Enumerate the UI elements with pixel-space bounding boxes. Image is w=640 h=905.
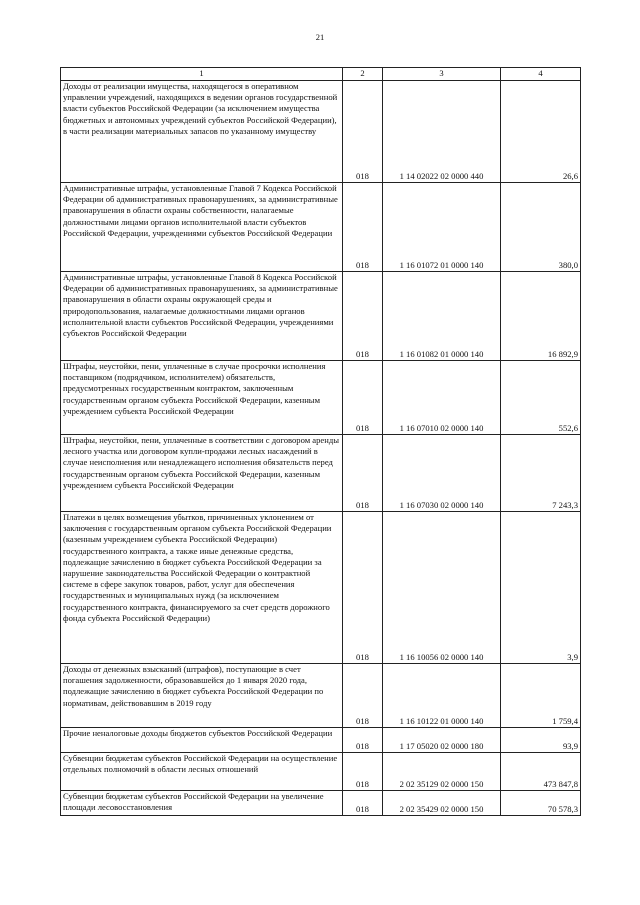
table-row [61,753,581,791]
row-description: Штрафы, неустойки, пени, уплаченные в соответствии с договором аренды лесного участка или договором купли-продажи лесных насаждений в случае неисполнения или ненадлежащего исполнения обязательств перед государственным органом субъекта Российской Федерации, казенным учреждением субъекта Российской Федерации [61,435,343,512]
row-description: Прочие неналоговые доходы бюджетов субъектов Российской Федерации [61,728,343,753]
row-admin-code: 018 [343,81,383,183]
table-row [61,435,581,512]
row-amount: 93,9 [501,728,581,753]
row-admin-code: 018 [343,791,383,816]
row-budget-code: 1 16 10056 02 0000 140 [383,512,501,664]
table-row [61,728,581,753]
row-amount: 70 578,3 [501,791,581,816]
table-row [61,512,581,664]
header-col-1: 1 [61,68,343,81]
row-budget-code: 1 16 01082 01 0000 140 [383,272,501,361]
row-description: Доходы от денежных взысканий (штрафов), поступающие в счет погашения задолженности, образовавшейся до 1 января 2020 года, подлежащие зачислению в бюджет субъекта Российской Федерации по нормативам, действовавшим в 2019 году [61,664,343,728]
row-admin-code: 018 [343,753,383,791]
page-number: 21 [315,32,325,42]
row-budget-code: 2 02 35129 02 0000 150 [383,753,501,791]
table-row [61,791,581,816]
row-amount: 380,0 [501,183,581,272]
table-row [61,81,581,183]
header-col-2: 2 [343,68,383,81]
row-admin-code: 018 [343,512,383,664]
row-admin-code: 018 [343,664,383,728]
row-admin-code: 018 [343,272,383,361]
row-description: Доходы от реализации имущества, находящегося в оперативном управлении учреждений, находящихся в ведении органов государственной власти субъектов Российской Федерации (за исключением имущества бюджетных и автономных учреждений субъектов Российской Федерации), в части реализации материальных запасов по указанному имуществу [61,81,343,183]
row-description: Штрафы, неустойки, пени, уплаченные в случае просрочки исполнения поставщиком (подрядчиком, исполнителем) обязательств, предусмотренных государственным контрактом, заключенным государственным органом субъекта Российской Федерации, казенным учреждением субъекта Российской Федерации [61,361,343,435]
table-row [61,361,581,435]
row-budget-code: 1 16 01072 01 0000 140 [383,183,501,272]
row-description: Платежи в целях возмещения убытков, причиненных уклонением от заключения с государственным органом субъекта Российской Федерации (казенным учреждением субъекта Российской Федерации) государственного контракта, а также иные денежные средства, подлежащие зачислению в бюджет субъекта Российской Федерации за нарушение законодательства Российской Федерации о контрактной системе в сфере закупок товаров, работ, услуг для обеспечения государственных и муниципальных нужд (за исключением государственного контракта, финансируемого за счет средств дорожного фонда субъекта Российской Федерации) [61,512,343,664]
table-row [61,664,581,728]
row-admin-code: 018 [343,728,383,753]
header-col-4: 4 [501,68,581,81]
row-amount: 552,6 [501,361,581,435]
row-budget-code: 1 17 05020 02 0000 180 [383,728,501,753]
table-row [61,272,581,361]
row-amount: 1 759,4 [501,664,581,728]
row-description: Субвенции бюджетам субъектов Российской Федерации на осуществление отдельных полномочий в области лесных отношений [61,753,343,791]
row-budget-code: 1 16 07030 02 0000 140 [383,435,501,512]
table-header-row [61,68,581,81]
row-budget-code: 1 16 10122 01 0000 140 [383,664,501,728]
row-amount: 26,6 [501,81,581,183]
row-amount: 7 243,3 [501,435,581,512]
header-col-3: 3 [383,68,501,81]
row-amount: 3,9 [501,512,581,664]
row-budget-code: 1 14 02022 02 0000 440 [383,81,501,183]
budget-revenue-table [60,67,581,816]
row-description: Субвенции бюджетам субъектов Российской Федерации на увеличение площади лесовосстановления [61,791,343,816]
row-amount: 16 892,9 [501,272,581,361]
row-budget-code: 2 02 35429 02 0000 150 [383,791,501,816]
row-admin-code: 018 [343,435,383,512]
row-description: Административные штрафы, установленные Главой 7 Кодекса Российской Федерации об административных правонарушениях, за административные правонарушения в области охраны собственности, налагаемые должностными лицами органов исполнительной власти субъектов Российской Федерации, учреждениями субъектов Российской Федерации [61,183,343,272]
table-row [61,183,581,272]
row-admin-code: 018 [343,361,383,435]
row-amount: 473 847,8 [501,753,581,791]
row-admin-code: 018 [343,183,383,272]
row-description: Административные штрафы, установленные Главой 8 Кодекса Российской Федерации об административных правонарушениях, за административные правонарушения в области охраны окружающей среды и природопользования, налагаемые должностными лицами органов исполнительной власти субъектов Российской Федерации, учреждениями субъектов Российской Федерации [61,272,343,361]
row-budget-code: 1 16 07010 02 0000 140 [383,361,501,435]
